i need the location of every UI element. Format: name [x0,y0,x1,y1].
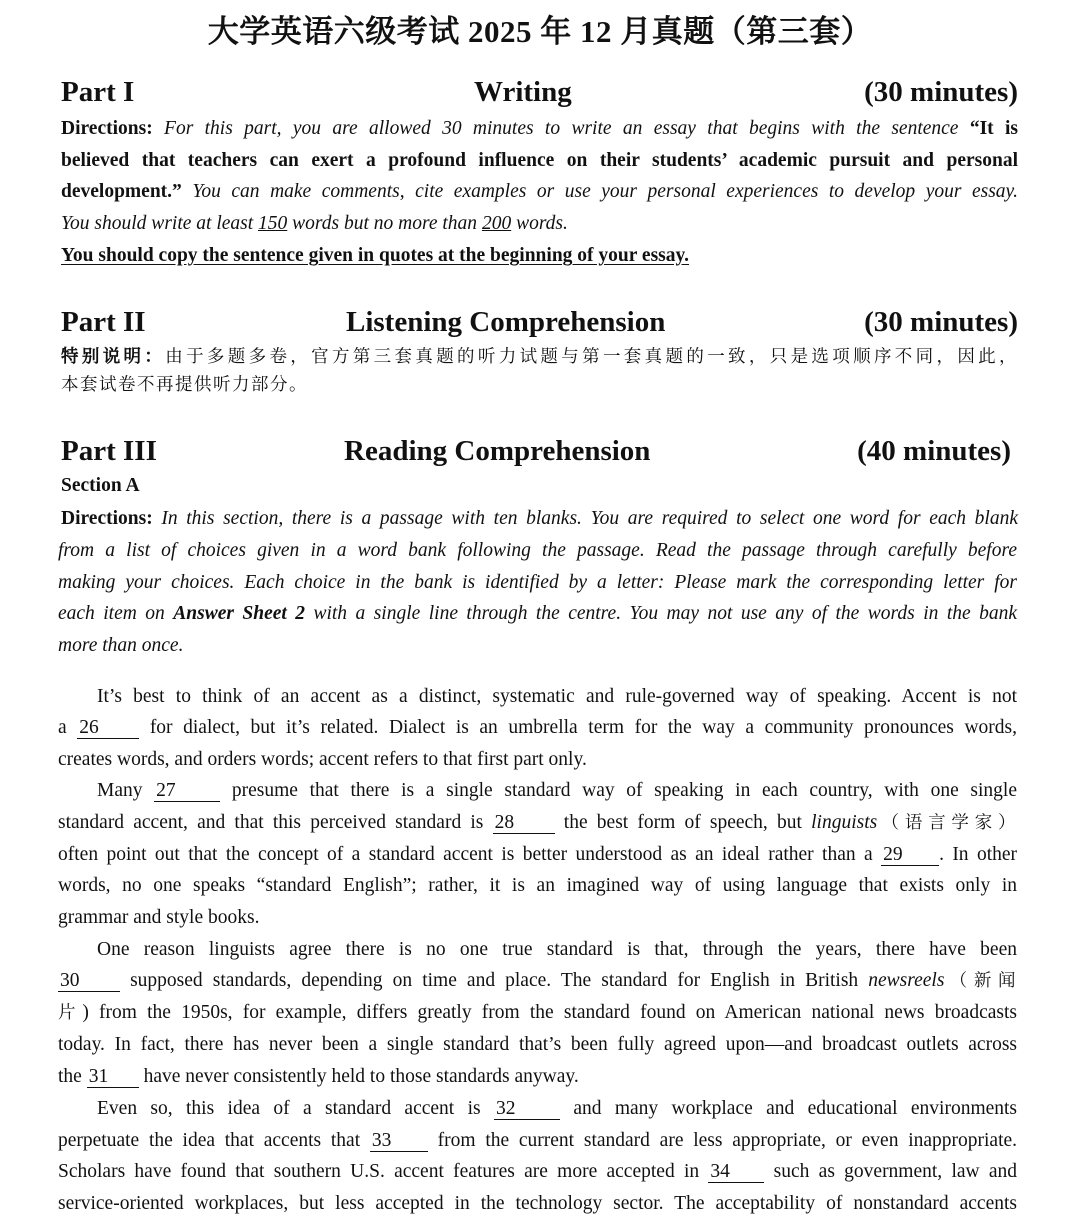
max-words: 200 [481,213,512,234]
part-1-directions-line-2: believed that teachers can exert a profound influence on their students’ academic pursuit and personal [61,150,1018,171]
part-3-time: (40 minutes) [857,435,1011,467]
passage-line: 30 supposed standards, depending on time and place. The standard for English in British newsreels（新闻 [60,970,1018,991]
passage-line: today. In fact, there has never been a single standard that’s been fully agreed upon—and broadcast outlets across [58,1034,1017,1055]
passage-line: Scholars have found that southern U.S. accent features are more accepted in 34 such as government, law and [58,1161,1018,1182]
passage-line: often point out that the concept of a standard accent is better understood as an ideal rather than a 29 . In other [58,844,1018,865]
part-1-directions-line-1: Directions: For this part, you are allowed 30 minutes to write an essay that begins with the sentence “It is [61,118,1018,139]
part-3-directions-line-1: Directions: In this section, there is a passage with ten blanks. You are required to select one word for each blank [61,508,1018,529]
part-2-note-line-2: 本套试卷不再提供听力部分。 [61,375,308,395]
part-3-label: Part III [61,435,157,467]
part-1-name: Writing [474,76,572,108]
passage-line: words, no one speaks “standard English”; rather, it is an imagined way of using language that exists only in [58,875,1017,896]
passage-line: grammar and style books. [58,907,260,928]
part-2-name: Listening Comprehension [346,306,666,338]
blank-28[interactable]: 28 [493,813,555,834]
passage-line: It’s best to think of an accent as a distinct, systematic and rule-governed way of speaking. Accent is not [97,686,1017,707]
blank-32[interactable]: 32 [494,1099,560,1120]
passage-line: the 31 have never consistently held to those standards anyway. [58,1066,579,1087]
part-2-header [61,306,1018,342]
blank-27[interactable]: 27 [154,781,220,802]
passage-line: Even so, this idea of a standard accent is 32 and many workplace and educational environments [97,1098,1018,1119]
directions-label: Directions: [61,118,153,139]
passage-line: Many 27 presume that there is a single standard way of speaking in each country, with one single [97,780,1017,801]
part-3-header [61,435,1018,471]
part-3-directions-line-2: from a list of choices given in a word bank following the passage. Read the passage through carefully before [58,540,1017,561]
passage-line: creates words, and orders words; accent refers to that first part only. [58,749,587,770]
passage-line: service-oriented workplaces, but less accepted in the technology sector. The acceptability of nonstandard accents [58,1193,1017,1214]
blank-30[interactable]: 30 [58,971,120,992]
part-3-directions-line-3: making your choices. Each choice in the bank is identified by a letter: Please mark the corresponding letter for [58,572,1017,593]
note-label: 特别说明： [61,347,166,367]
answer-sheet-ref: Answer Sheet 2 [173,603,306,624]
part-3-directions-line-5: more than once. [58,635,184,656]
part-3-directions-line-4: each item on Answer Sheet 2 with a single line through the centre. You may not use any of the words in the bank [58,603,1017,624]
section-a-heading: Section A [61,475,140,496]
passage-line: 片) from the 1950s, for example, differs greatly from the standard found on American national news broadcasts [58,1002,1017,1023]
part-3-name: Reading Comprehension [344,435,651,467]
part-1-copy-instruction: You should copy the sentence given in quotes at the beginning of your essay. [61,245,690,266]
passage-line: standard accent, and that this perceived standard is 28 the best form of speech, but linguists（语言学家） [58,812,1018,833]
part-2-label: Part II [61,306,146,338]
blank-31[interactable]: 31 [87,1067,139,1088]
passage-line: perpetuate the idea that accents that 33 from the current standard are less appropriate, or even inappropriate. [58,1130,1018,1151]
min-words: 150 [258,213,288,234]
part-1-time: (30 minutes) [864,76,1018,108]
blank-29[interactable]: 29 [881,845,939,866]
part-1-directions-line-3: development.” You can make comments, cite examples or use your personal experiences to develop your essay. [61,181,1019,202]
blank-34[interactable]: 34 [708,1162,764,1183]
part-1-label: Part I [61,76,135,108]
part-1-header [61,76,1018,112]
passage-line: One reason linguists agree there is no one true standard is that, through the years, there have been [97,939,1017,960]
passage-line: a 26 for dialect, but it’s related. Dialect is an umbrella term for the way a community pronounces words, [58,717,1017,738]
part-2-time: (30 minutes) [864,306,1018,338]
blank-26[interactable]: 26 [77,718,139,739]
page-title: 大学英语六级考试 2025 年 12 月真题（第三套） [207,14,873,49]
blank-33[interactable]: 33 [370,1131,428,1152]
part-2-note-line-1: 特别说明：由于多题多卷，官方第三套真题的听力试题与第一套真题的一致，只是选项顺序不同，因此， [61,347,1019,367]
part-1-directions-line-4: You should write at least 150 words but no more than 200 words. [61,213,568,234]
